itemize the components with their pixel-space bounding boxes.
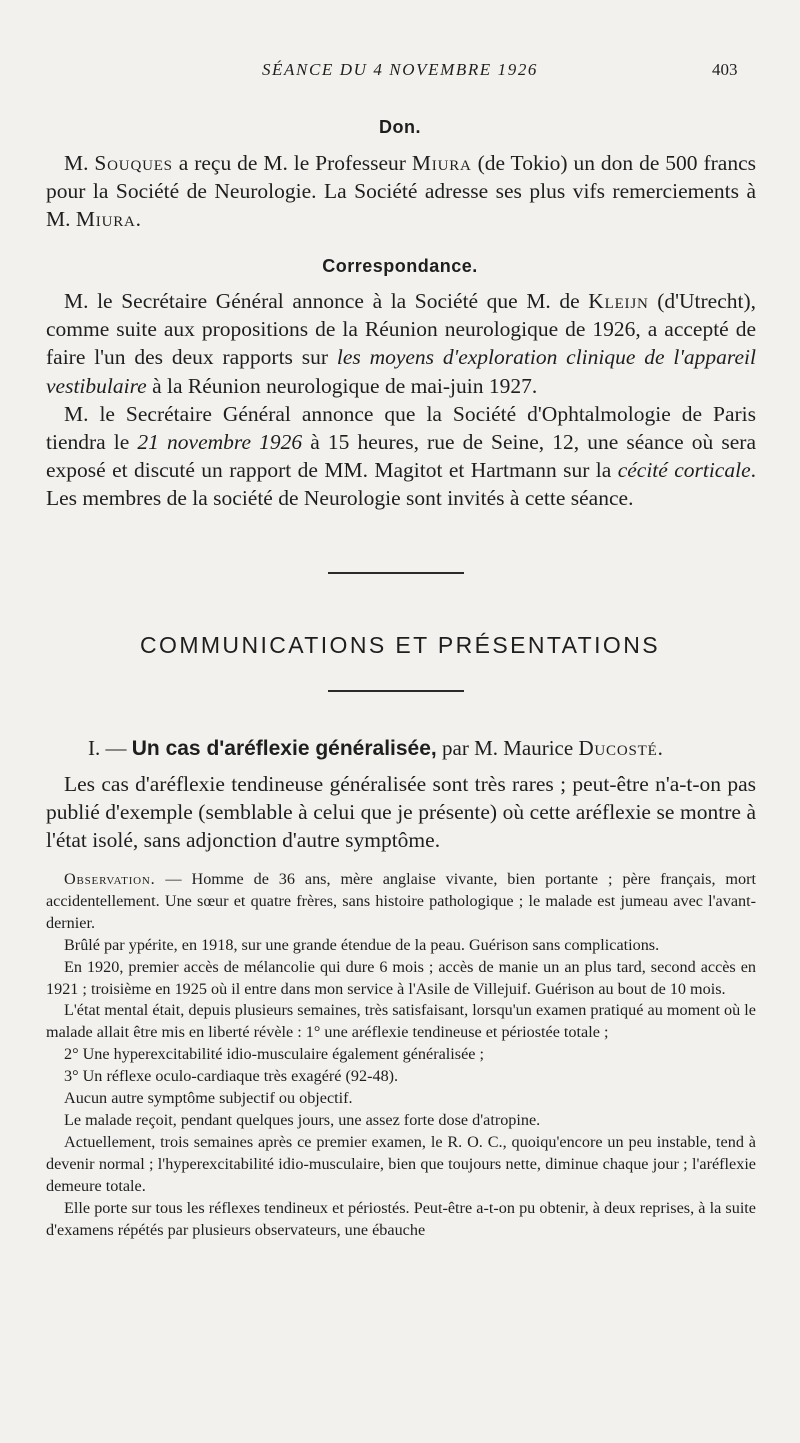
observation-section — [46, 869, 756, 1241]
observation-paragraph: En 1920, premier accès de mélancolie qui dure 6 mois ; accès de manie un an plus tard, second accès en 1921 ; troisième en 1925 où il entre dans mon service à l'Asile de Villejuif. Guérison au bout de 10 mois. — [46, 957, 756, 998]
item-numeral: I. — — [88, 736, 132, 760]
text: — Homme de 36 ans, mère anglaise vivante, bien portante ; père français, mort accidentellement. Une sœur et quatre frères, sans histoire pathologique ; le malade est jumeau avec l'avant-dernier. — [46, 870, 756, 932]
communications-heading: COMMUNICATIONS ET PRÉSENTATIONS — [140, 632, 660, 658]
text: . — [657, 736, 663, 760]
correspondance-heading: Correspondance. — [322, 256, 478, 276]
meeting-date: 21 novembre 1926 — [137, 430, 303, 455]
observation-paragraph: 3° Un réflexe oculo-cardiaque très exagéré (92-48). — [64, 1067, 399, 1086]
communication-intro — [46, 770, 756, 855]
person-name: Miura — [411, 151, 472, 175]
report-topic: cécité corticale — [617, 458, 751, 483]
text: . Les membres de la société de Neurologie sont invités à cette séance. — [46, 458, 756, 511]
person-name: Kleijn — [588, 289, 649, 313]
observation-paragraph — [46, 869, 756, 935]
person-name: Miura — [75, 207, 136, 232]
text: (d'Utrecht), comme suite aux propositions de la Réunion neurologique de 1926, a accepté de faire l'un des deux rapports sur — [46, 289, 757, 370]
text: par M. Maurice — [436, 736, 579, 760]
text: a reçu de M. le Professeur — [172, 151, 412, 175]
report-title: les moyens d'exploration clinique de l'appareil vestibulaire — [46, 345, 756, 398]
observation-paragraph: Le malade reçoit, pendant quelques jours, une assez forte dose d'atropine. — [64, 1110, 541, 1129]
observation-paragraph: Brûlé par ypérite, en 1918, sur une grande étendue de la peau. Guérison sans complications. — [64, 935, 660, 954]
page-number: 403 — [712, 60, 738, 79]
text: M. — [64, 151, 95, 175]
person-name: Souques — [94, 151, 173, 175]
observation-paragraph: 2° Une hyperexcitabilité idio-musculaire également généralisée ; — [64, 1045, 484, 1064]
text: à 15 heures, rue de Seine, 12, une séance où sera exposé et discuté un rapport de MM. Magitot et Hartmann sur la — [46, 430, 756, 483]
author-name: Ducosté — [578, 736, 658, 760]
don-heading: Don. — [379, 117, 421, 137]
observation-paragraph: L'état mental était, depuis plusieurs semaines, très satisfaisant, lorsqu'un examen pratiqué au moment où le malade allait être mis en liberté révèle : 1° une aréflexie tendineuse et périostée totale ; — [46, 1001, 756, 1042]
observation-paragraph: Aucun autre symptôme subjectif ou objectif. — [64, 1089, 353, 1108]
correspondance-paragraph-2 — [46, 400, 756, 513]
intro-paragraph: Les cas d'aréflexie tendineuse généralisée sont très rares ; peut-être n'a-t-on pas publié d'exemple (semblable à celui que je présente) où cette aréflexie se montre à l'état isolé, sans adjonction d'autre symptôme. — [46, 772, 756, 853]
article-title: Un cas d'aréflexie généralisée, — [131, 737, 437, 760]
divider — [328, 690, 464, 692]
communication-title — [88, 734, 768, 763]
text: . — [135, 207, 142, 232]
text: à la Réunion neurologique de mai-juin 1927. — [146, 373, 538, 398]
correspondance-paragraph-1 — [46, 287, 756, 400]
running-head: SÉANCE DU 4 NOVEMBRE 1926 — [261, 60, 539, 79]
correspondance-section — [46, 287, 756, 513]
don-paragraph — [46, 149, 756, 234]
observation-paragraph: Elle porte sur tous les réflexes tendineux et périostés. Peut-être a-t-on pu obtenir, à deux reprises, à la suite d'examens répétés par plusieurs observateurs, une ébauche — [46, 1198, 756, 1239]
observation-paragraph: Actuellement, trois semaines après ce premier examen, le R. O. C., quoiqu'encore un peu instable, tend à devenir normal ; l'hyperexcitabilité idio-musculaire, bien que toujours nette, diminue chaque jour ; l'aréflexie demeure totale. — [46, 1132, 756, 1195]
text: M. le Secrétaire Général annonce à la Société que M. de — [64, 289, 589, 313]
observation-label: Observation. — [64, 870, 156, 888]
text: (de Tokio) un don de 500 francs pour la Société de Neurologie. La Société adresse ses plus vifs remerciements à M. — [46, 151, 756, 232]
text: M. le Secrétaire Général annonce que la Société d'Ophtalmologie de Paris tiendra le — [46, 401, 756, 455]
don-section — [46, 149, 756, 234]
divider — [328, 572, 464, 574]
